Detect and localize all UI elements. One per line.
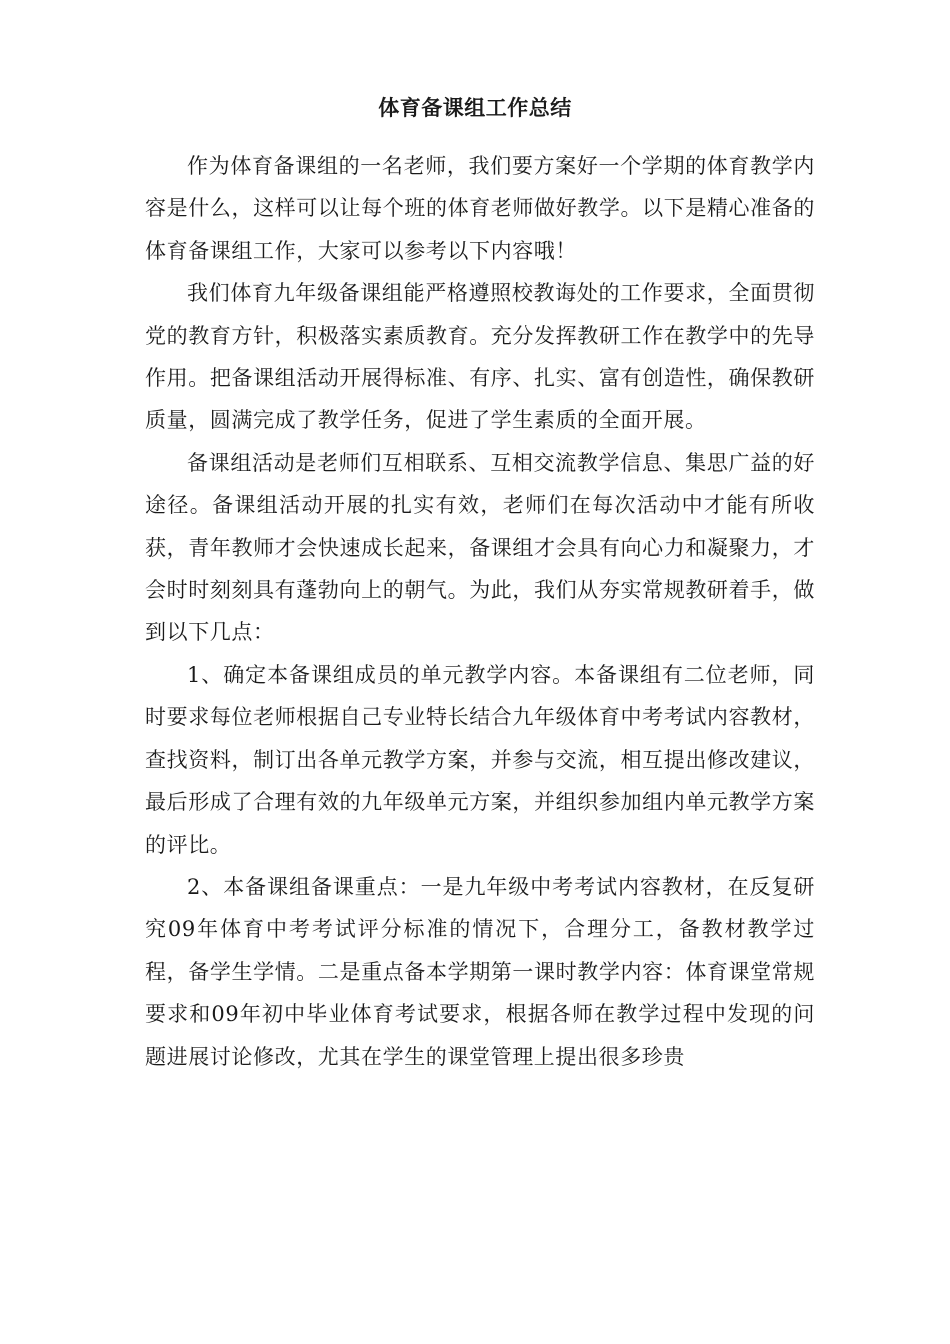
- document-body: [145, 145, 815, 1078]
- paragraph-point-2: 2、本备课组备课重点：一是九年级中考考试内容教材，在反复研究09年体育中考考试评分标准的情况下，合理分工，备教材教学过程，备学生学情。二是重点备本学期第一课时教学内容：体育课堂常规要求和09年初中毕业体育考试要求，根据各师在教学过程中发现的问题进展讨论修改，尤其在学生的课堂管理上提出很多珍贵: [145, 874, 815, 1069]
- paragraph-activities: 备课组活动是老师们互相联系、互相交流教学信息、集思广益的好途径。备课组活动开展的扎实有效，老师们在每次活动中才能有所收获，青年教师才会快速成长起来，备课组才会具有向心力和凝聚力，才会时时刻刻具有蓬勃向上的朝气。为此，我们从夯实常规教研着手，做到以下几点：: [145, 450, 815, 645]
- paragraph-overview: 我们体育九年级备课组能严格遵照校教诲处的工作要求，全面贯彻党的教育方针，积极落实素质教育。充分发挥教研工作在教学中的先导作用。把备课组活动开展得标准、有序、扎实、富有创造性，确保教研质量，圆满完成了教学任务，促进了学生素质的全面开展。: [145, 281, 815, 433]
- document-title: 体育备课组工作总结: [378, 96, 572, 120]
- paragraph-intro: 作为体育备课组的一名老师，我们要方案好一个学期的体育教学内容是什么，这样可以让每个班的体育老师做好教学。以下是精心准备的体育备课组工作，大家可以参考以下内容哦！: [145, 154, 815, 263]
- paragraph-point-1: 1、确定本备课组成员的单元教学内容。本备课组有二位老师，同时要求每位老师根据自己专业特长结合九年级体育中考考试内容教材，查找资料，制订出各单元教学方案，并参与交流，相互提出修改建议，最后形成了合理有效的九年级单元方案，并组织参加组内单元教学方案的评比。: [145, 662, 815, 857]
